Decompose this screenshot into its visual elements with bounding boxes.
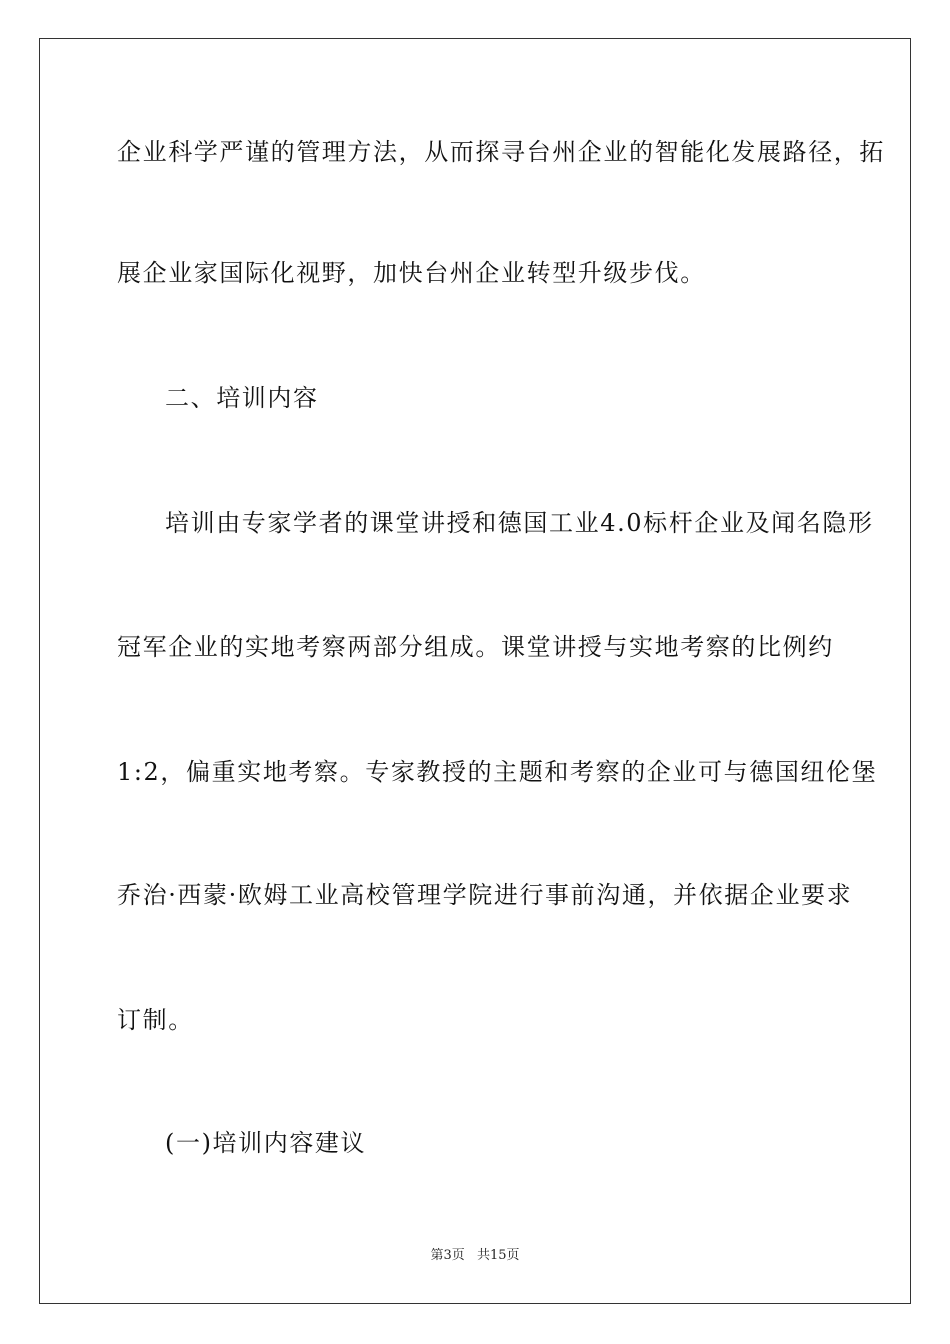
body-line-7: 订制。: [117, 1006, 194, 1034]
body-line-2: 展企业家国际化视野，加快台州企业转型升级步伐。: [117, 259, 706, 287]
body-line-1: 企业科学严谨的管理方法，从而探寻台州企业的智能化发展路径，拓: [117, 138, 885, 166]
page-footer: [0, 1247, 950, 1265]
subsection-heading: (一)培训内容建议: [165, 1129, 367, 1157]
page-total: 共15页: [476, 1248, 520, 1263]
page-number: 第3页: [430, 1248, 465, 1263]
body-line-3: 培训由专家学者的课堂讲授和德国工业4.0标杆企业及闻名隐形: [165, 509, 874, 537]
body-line-4: 冠军企业的实地考察两部分组成。课堂讲授与实地考察的比例约: [117, 633, 834, 661]
section-heading: 二、培训内容: [165, 384, 319, 412]
body-line-5: 1:2，偏重实地考察。专家教授的主题和考察的企业可与德国纽伦堡: [117, 758, 878, 786]
page-border: [39, 38, 911, 1304]
body-line-6: 乔治·西蒙·欧姆工业高校管理学院进行事前沟通，并依据企业要求: [117, 881, 853, 909]
